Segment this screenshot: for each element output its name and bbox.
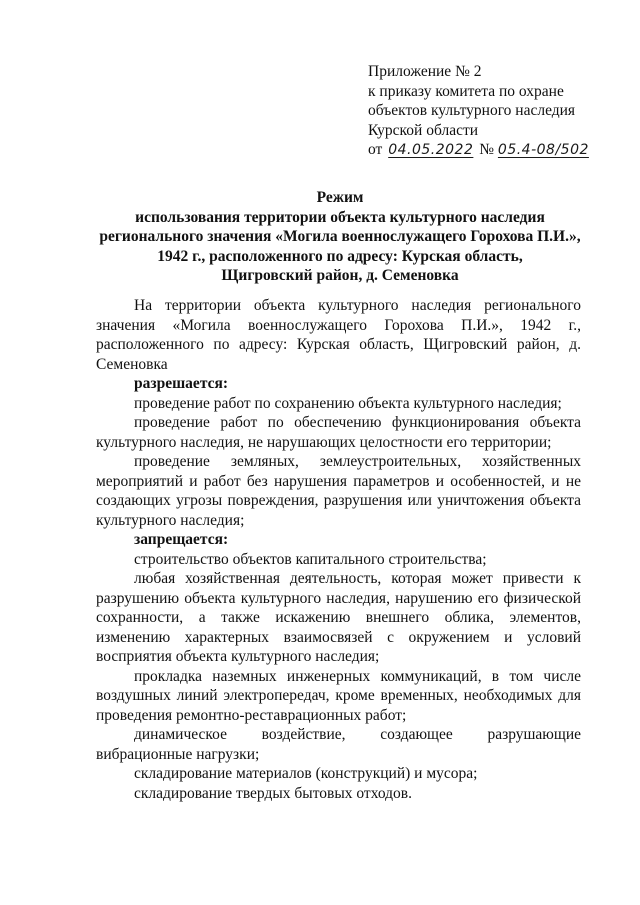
handwritten-date: 04.05.2022 <box>388 142 474 158</box>
handwritten-number: 05.4-08/502 <box>497 142 589 158</box>
allowed-item: проведение земляных, землеустроительных, хозяйственных мероприятий и работ без нарушения параметров и особенностей, и не создающих угрозы повреждения, разрушения или уничтожения объекта культурного наследия; <box>96 453 581 529</box>
title-line-3: регионального значения «Могила военнослужащего Горохова П.И.», <box>99 228 581 245</box>
annex-region-line: Курской области <box>368 121 479 139</box>
annex-title: Приложение № 2 <box>368 63 482 80</box>
forbidden-item: складирование твердых бытовых отходов. <box>134 784 412 802</box>
forbidden-item: прокладка наземных инженерных коммуникаций, в том числе воздушных линий электропередач, кроме временных, необходимых для проведения ремонтно-реставрационных работ; <box>96 667 581 724</box>
title-line-2: использования территории объекта культурного наследия <box>135 208 545 226</box>
annex-header <box>368 62 628 161</box>
forbidden-item: строительство объектов капитального строительства; <box>134 550 487 568</box>
from-label: от <box>368 141 383 158</box>
forbidden-item: любая хозяйственная деятельность, которая может привести к разрушению объекта культурного наследия, нарушению его физической сохранности, а также искажению внешнего облика, элементов, изменению характерных взаимосвязей с окружением и условий восприятия объекта культурного наследия; <box>96 570 581 665</box>
title-line-4: 1942 г., расположенного по адресу: Курская область, <box>157 247 523 265</box>
annex-date-number-line <box>368 140 628 161</box>
title-line-1: Режим <box>316 189 364 206</box>
allowed-item: проведение работ по обеспечению функционирования объекта культурного наследия, не нарушающих целостности его территории; <box>96 414 581 451</box>
number-label: № <box>479 141 495 158</box>
forbidden-item: складирование материалов (конструкций) и мусора; <box>134 765 478 782</box>
annex-order-line: к приказу комитета по охране <box>368 82 564 100</box>
forbidden-label: запрещается: <box>134 531 229 548</box>
title-line-5: Щигровский район, д. Семеновка <box>221 267 459 284</box>
annex-committee-line: объектов культурного наследия <box>368 102 576 119</box>
forbidden-item: динамическое воздействие, создающее разрушающие вибрационные нагрузки; <box>96 726 581 763</box>
allowed-item: проведение работ по сохранению объекта культурного наследия; <box>134 394 562 412</box>
document-body <box>96 296 581 803</box>
allowed-label: разрешается: <box>134 375 229 392</box>
intro-paragraph: На территории объекта культурного наследия регионального значения «Могила военнослужащего Горохова П.И.», 1942 г., расположенного по адресу: Курская область, Щигровский район, д. Семеновка <box>96 297 581 373</box>
document-title <box>60 188 620 286</box>
